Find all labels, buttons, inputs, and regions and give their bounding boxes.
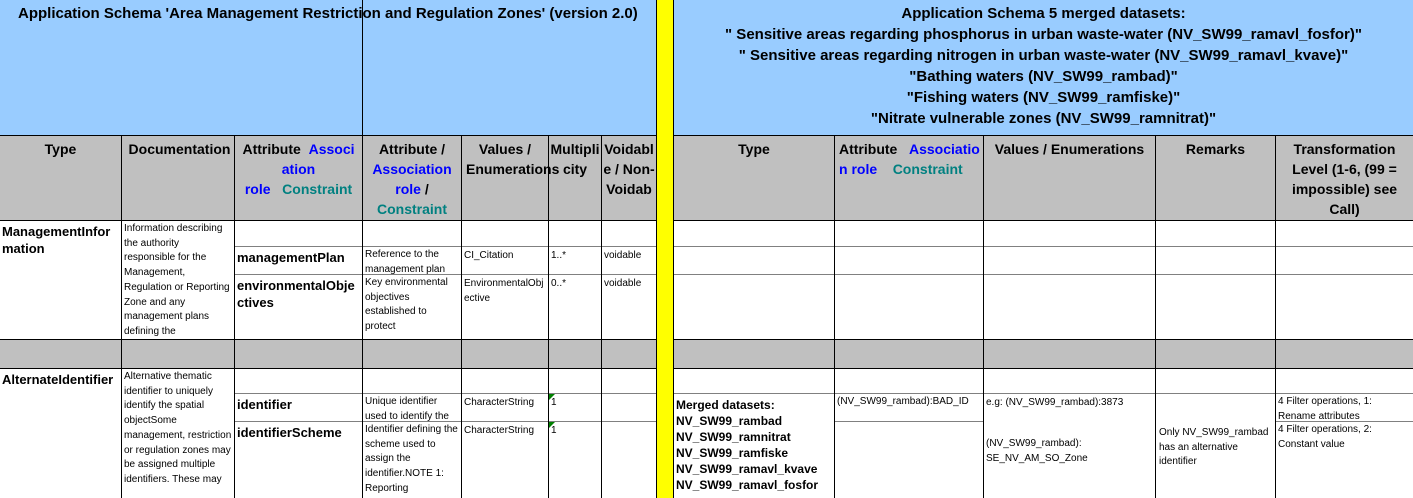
value-identifier-scheme: CharacterString	[464, 425, 535, 436]
col-header-attribute-association: Attribute Associ ation role Constraint	[242, 141, 355, 197]
col-header-attribute-role: Attribute / Association role / Constraint	[372, 141, 452, 217]
col-header-documentation: Documentation	[128, 141, 231, 157]
type-alternate-identifier: AlternateIdentifier	[2, 372, 114, 387]
right-value-identifier-scheme: (NV_SW99_rambad): SE_NV_AM_SO_Zone	[986, 438, 1088, 464]
merged-dataset-item: NV_SW99_ramfiske	[676, 446, 789, 460]
attr-management-plan: managementPlan	[237, 250, 345, 265]
doc-management-information: Information describing the authority responsible for the Management, Regulation or Reporting Zone and any management plans defining the	[124, 223, 230, 337]
right-remarks: Only NV_SW99_rambad has an alternative identifier	[1159, 427, 1269, 468]
col-header-voidable: Voidable / Non-Voidab	[603, 141, 655, 197]
yellow-divider-column	[657, 0, 673, 498]
desc-management-plan: Reference to the management plan	[365, 249, 446, 275]
right-col-header-remarks: Remarks	[1185, 141, 1246, 157]
desc-environmental-objectives: Key environmental objectives established to protect	[365, 277, 448, 333]
right-value-identifier: e.g: (NV_SW99_rambad):3873	[986, 397, 1124, 408]
mult-identifier-scheme: 1	[551, 425, 557, 436]
attr-environmental-objectives: environmentalObjectives	[237, 278, 355, 310]
mult-management-plan: 1..*	[551, 250, 567, 261]
doc-alternate-identifier: Alternative thematic identifier to uniquely identify the spatial objectSome management, restriction or regulation zones may be assigned multiple identifiers. These may	[124, 371, 232, 485]
merged-dataset-item: NV_SW99_rambad	[676, 414, 783, 428]
right-col-header-attribute: Attribute Associatio n role Constraint	[839, 141, 980, 177]
mult-identifier: 1	[551, 397, 557, 408]
attr-identifier: identifier	[237, 397, 292, 412]
right-attr-identifier: (NV_SW99_rambad):BAD_ID	[837, 396, 969, 407]
right-transform-identifier-scheme: 4 Filter operations, 2: Constant value	[1278, 424, 1372, 450]
desc-identifier-scheme: Identifier defining the scheme used to assign the identifier.NOTE 1: Reporting	[365, 424, 458, 494]
value-management-plan: CI_Citation	[464, 250, 514, 261]
value-environmental-objectives: EnvironmentalObjective	[464, 278, 544, 304]
attr-identifier-scheme: identifierScheme	[237, 425, 342, 440]
merged-datasets-list: Merged datasets: NV_SW99_rambad NV_SW99_ramnitrat NV_SW99_ramfiske NV_SW99_ramavl_kvave NV_SW99_ramavl_fosfor	[676, 397, 834, 498]
right-separator-row	[673, 339, 1413, 369]
desc-identifier: Unique identifier used to identify the	[365, 396, 449, 422]
right-title: Application Schema 5 merged datasets: " Sensitive areas regarding phosphorus in urban waste-water (NV_SW99_ramavl_fosfor)" " Sensitive areas regarding nitrogen in urban waste-water (NV_SW99_ramavl_kvave)" "Bathing waters (NV_SW99_rambad)" "Fishing waters (NV_SW99_ramfiske)" "Nitrate vulnerable zones (NV_SW99_ramnitrat)"	[725, 5, 1362, 127]
merged-dataset-item: NV_SW99_ramavl_fosfor	[676, 478, 819, 492]
value-identifier: CharacterString	[464, 397, 535, 408]
void-management-plan: voidable	[604, 250, 642, 261]
merged-dataset-item: NV_SW99_ramavl_kvave	[676, 462, 818, 476]
col-header-multiplicity: Multiplicity	[550, 141, 600, 177]
col-header-type: Type	[44, 141, 77, 157]
col-header-values: Values / Enumerations	[466, 141, 560, 177]
right-col-header-transformation: Transformation Level (1-6, (99 = impossible) see Call)	[1291, 141, 1398, 217]
right-transform-identifier: 4 Filter operations, 1: Rename attributes	[1278, 396, 1372, 422]
type-management-information: ManagementInformation	[2, 224, 111, 256]
merged-dataset-item: NV_SW99_ramnitrat	[676, 430, 791, 444]
left-separator-row	[0, 339, 657, 369]
left-title: Application Schema 'Area Management Restriction and Regulation Zones' (version 2.0)	[18, 5, 638, 22]
mult-environmental-objectives: 0..*	[551, 278, 567, 289]
right-col-header-type: Type	[738, 141, 770, 157]
right-col-header-values: Values / Enumerations	[994, 141, 1145, 157]
void-environmental-objectives: voidable	[604, 278, 642, 289]
